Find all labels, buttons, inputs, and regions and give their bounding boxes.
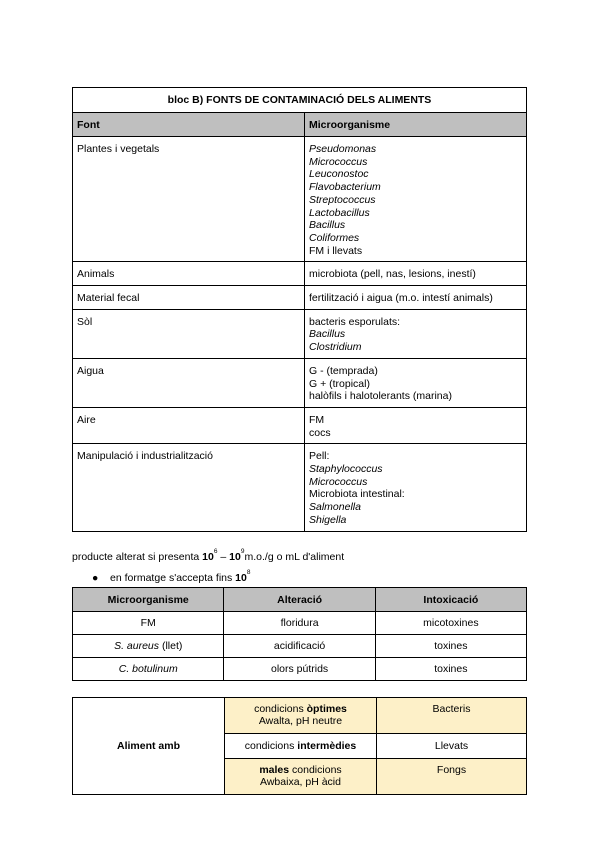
intoxication-cell: micotoxines: [375, 612, 526, 635]
microorganism-item: halòfils i halotolerants (marina): [309, 390, 452, 403]
column-header-microorganisme: Microorganisme: [305, 113, 527, 137]
microorganism-cell: [73, 612, 224, 635]
cheese-threshold-bullet: [92, 569, 251, 584]
microorganism-item: Salmonella: [309, 501, 361, 514]
source-cell: Animals: [73, 262, 305, 286]
paragraph-prefix: producte alterat si presenta: [72, 551, 203, 563]
conditions-bad-cell: [225, 759, 377, 795]
result-llevats: Llevats: [377, 734, 527, 759]
microorganism-item: Streptococcus: [309, 193, 376, 206]
microorganism-item: Coliformes: [309, 231, 360, 244]
microorganism-cell: [73, 635, 224, 658]
conditions-bold: males: [259, 764, 290, 776]
microorganism-name: S. aureus: [114, 640, 160, 652]
source-cell: Plantes i vegetals: [73, 137, 305, 262]
microorganism-cell: [73, 658, 224, 681]
microorganism-item: G - (temprada): [309, 364, 378, 377]
alteration-table: [72, 587, 527, 681]
microorganism-item: Micrococcus: [309, 475, 368, 488]
table-row: [73, 262, 527, 286]
microorganism-item: microbiota (pell, nas, lesions, inestí): [309, 268, 476, 281]
conditions-detail: Awbaixa, pH àcid: [260, 776, 341, 788]
paragraph-base2: 10: [229, 551, 241, 563]
paragraph-exp2: 9: [240, 548, 245, 555]
microorganism-item: Pell:: [309, 450, 330, 463]
microorganism-item: Lactobacillus: [309, 206, 370, 219]
source-cell: Manipulació i industrialització: [73, 444, 305, 531]
microorganism-item: fertilització i aigua (m.o. intestí animals): [309, 292, 493, 305]
microorganism-cell: [305, 358, 527, 407]
table-row: [73, 444, 527, 531]
table-body: [73, 612, 527, 681]
microorganism-suffix: (llet): [159, 640, 183, 652]
table-row: [73, 658, 527, 681]
microorganism-item: G + (tropical): [309, 377, 370, 390]
microorganism-cell: [305, 262, 527, 286]
microorganism-item: FM: [309, 413, 325, 426]
table-title: bloc B) FONTS DE CONTAMINACIÓ DELS ALIMENTS: [73, 88, 527, 113]
paragraph-dash: –: [217, 551, 230, 563]
conditions-text: condicions: [254, 703, 307, 715]
microorganism-item: Microbiota intestinal:: [309, 488, 405, 501]
paragraph-suffix: m.o./g o mL d'aliment: [244, 551, 345, 563]
conditions-text: condicions: [289, 764, 342, 776]
result-fongs: Fongs: [377, 759, 527, 795]
bullet-base: 10: [235, 572, 247, 584]
column-header-microorganisme: Microorganisme: [73, 588, 224, 612]
contamination-sources-table: [72, 87, 527, 532]
table-row: [73, 358, 527, 407]
column-header-font: Font: [73, 113, 305, 137]
intoxication-cell: toxines: [375, 658, 526, 681]
microorganism-item: Bacillus: [309, 219, 346, 232]
intoxication-cell: toxines: [375, 635, 526, 658]
microorganism-item: Flavobacterium: [309, 181, 381, 194]
microorganism-name: FM: [140, 617, 156, 629]
bullet-exp: 8: [246, 569, 251, 576]
alteration-cell: floridura: [224, 612, 375, 635]
source-cell: Aigua: [73, 358, 305, 407]
source-cell: Aire: [73, 407, 305, 443]
bullet-prefix: en formatge s'accepta fins: [110, 572, 236, 584]
microorganism-cell: [305, 407, 527, 443]
conditions-bold: intermèdies: [297, 740, 357, 752]
conditions-optimal-cell: [225, 698, 377, 734]
paragraph-base1: 10: [202, 551, 214, 563]
aliment-amb-label: Aliment amb: [73, 698, 225, 795]
microorganism-item: bacteris esporulats:: [309, 315, 401, 328]
microorganism-name: C. botulinum: [118, 663, 178, 675]
column-header-alteracio: Alteració: [224, 588, 375, 612]
alteration-cell: olors pútrids: [224, 658, 375, 681]
microorganism-item: Micrococcus: [309, 155, 368, 168]
microorganism-item: Clostridium: [309, 341, 362, 354]
table-body: [73, 137, 527, 532]
microorganism-cell: [305, 444, 527, 531]
table-row: [73, 286, 527, 310]
table-row: [73, 137, 527, 262]
column-header-intoxicacio: Intoxicació: [375, 588, 526, 612]
conditions-text: condicions: [244, 740, 298, 752]
microorganism-cell: [305, 309, 527, 358]
bullet-icon: ●: [92, 572, 99, 584]
microorganism-item: FM i llevats: [309, 244, 363, 257]
food-conditions-table: [72, 697, 527, 795]
microorganism-cell: [305, 286, 527, 310]
paragraph-exp1: 6: [213, 548, 218, 555]
alteration-threshold-text: [72, 548, 345, 563]
microorganism-item: Leuconostoc: [309, 168, 369, 181]
conditions-intermediate-cell: [225, 734, 377, 759]
microorganism-cell: [305, 137, 527, 262]
table-row: [73, 407, 527, 443]
microorganism-item: Pseudomonas: [309, 143, 377, 155]
conditions-bold: òptimes: [306, 703, 347, 715]
source-cell: Material fecal: [73, 286, 305, 310]
table-row: [73, 612, 527, 635]
conditions-detail: Awalta, pH neutre: [258, 715, 343, 727]
table-row: [73, 635, 527, 658]
source-cell: Sòl: [73, 309, 305, 358]
table-row: [73, 309, 527, 358]
microorganism-item: Staphylococcus: [309, 463, 383, 476]
result-bacteris: Bacteris: [377, 698, 527, 734]
microorganism-item: Shigella: [309, 513, 347, 526]
microorganism-item: cocs: [309, 426, 331, 439]
alteration-cell: acidificació: [224, 635, 375, 658]
microorganism-item: Bacillus: [309, 328, 346, 341]
